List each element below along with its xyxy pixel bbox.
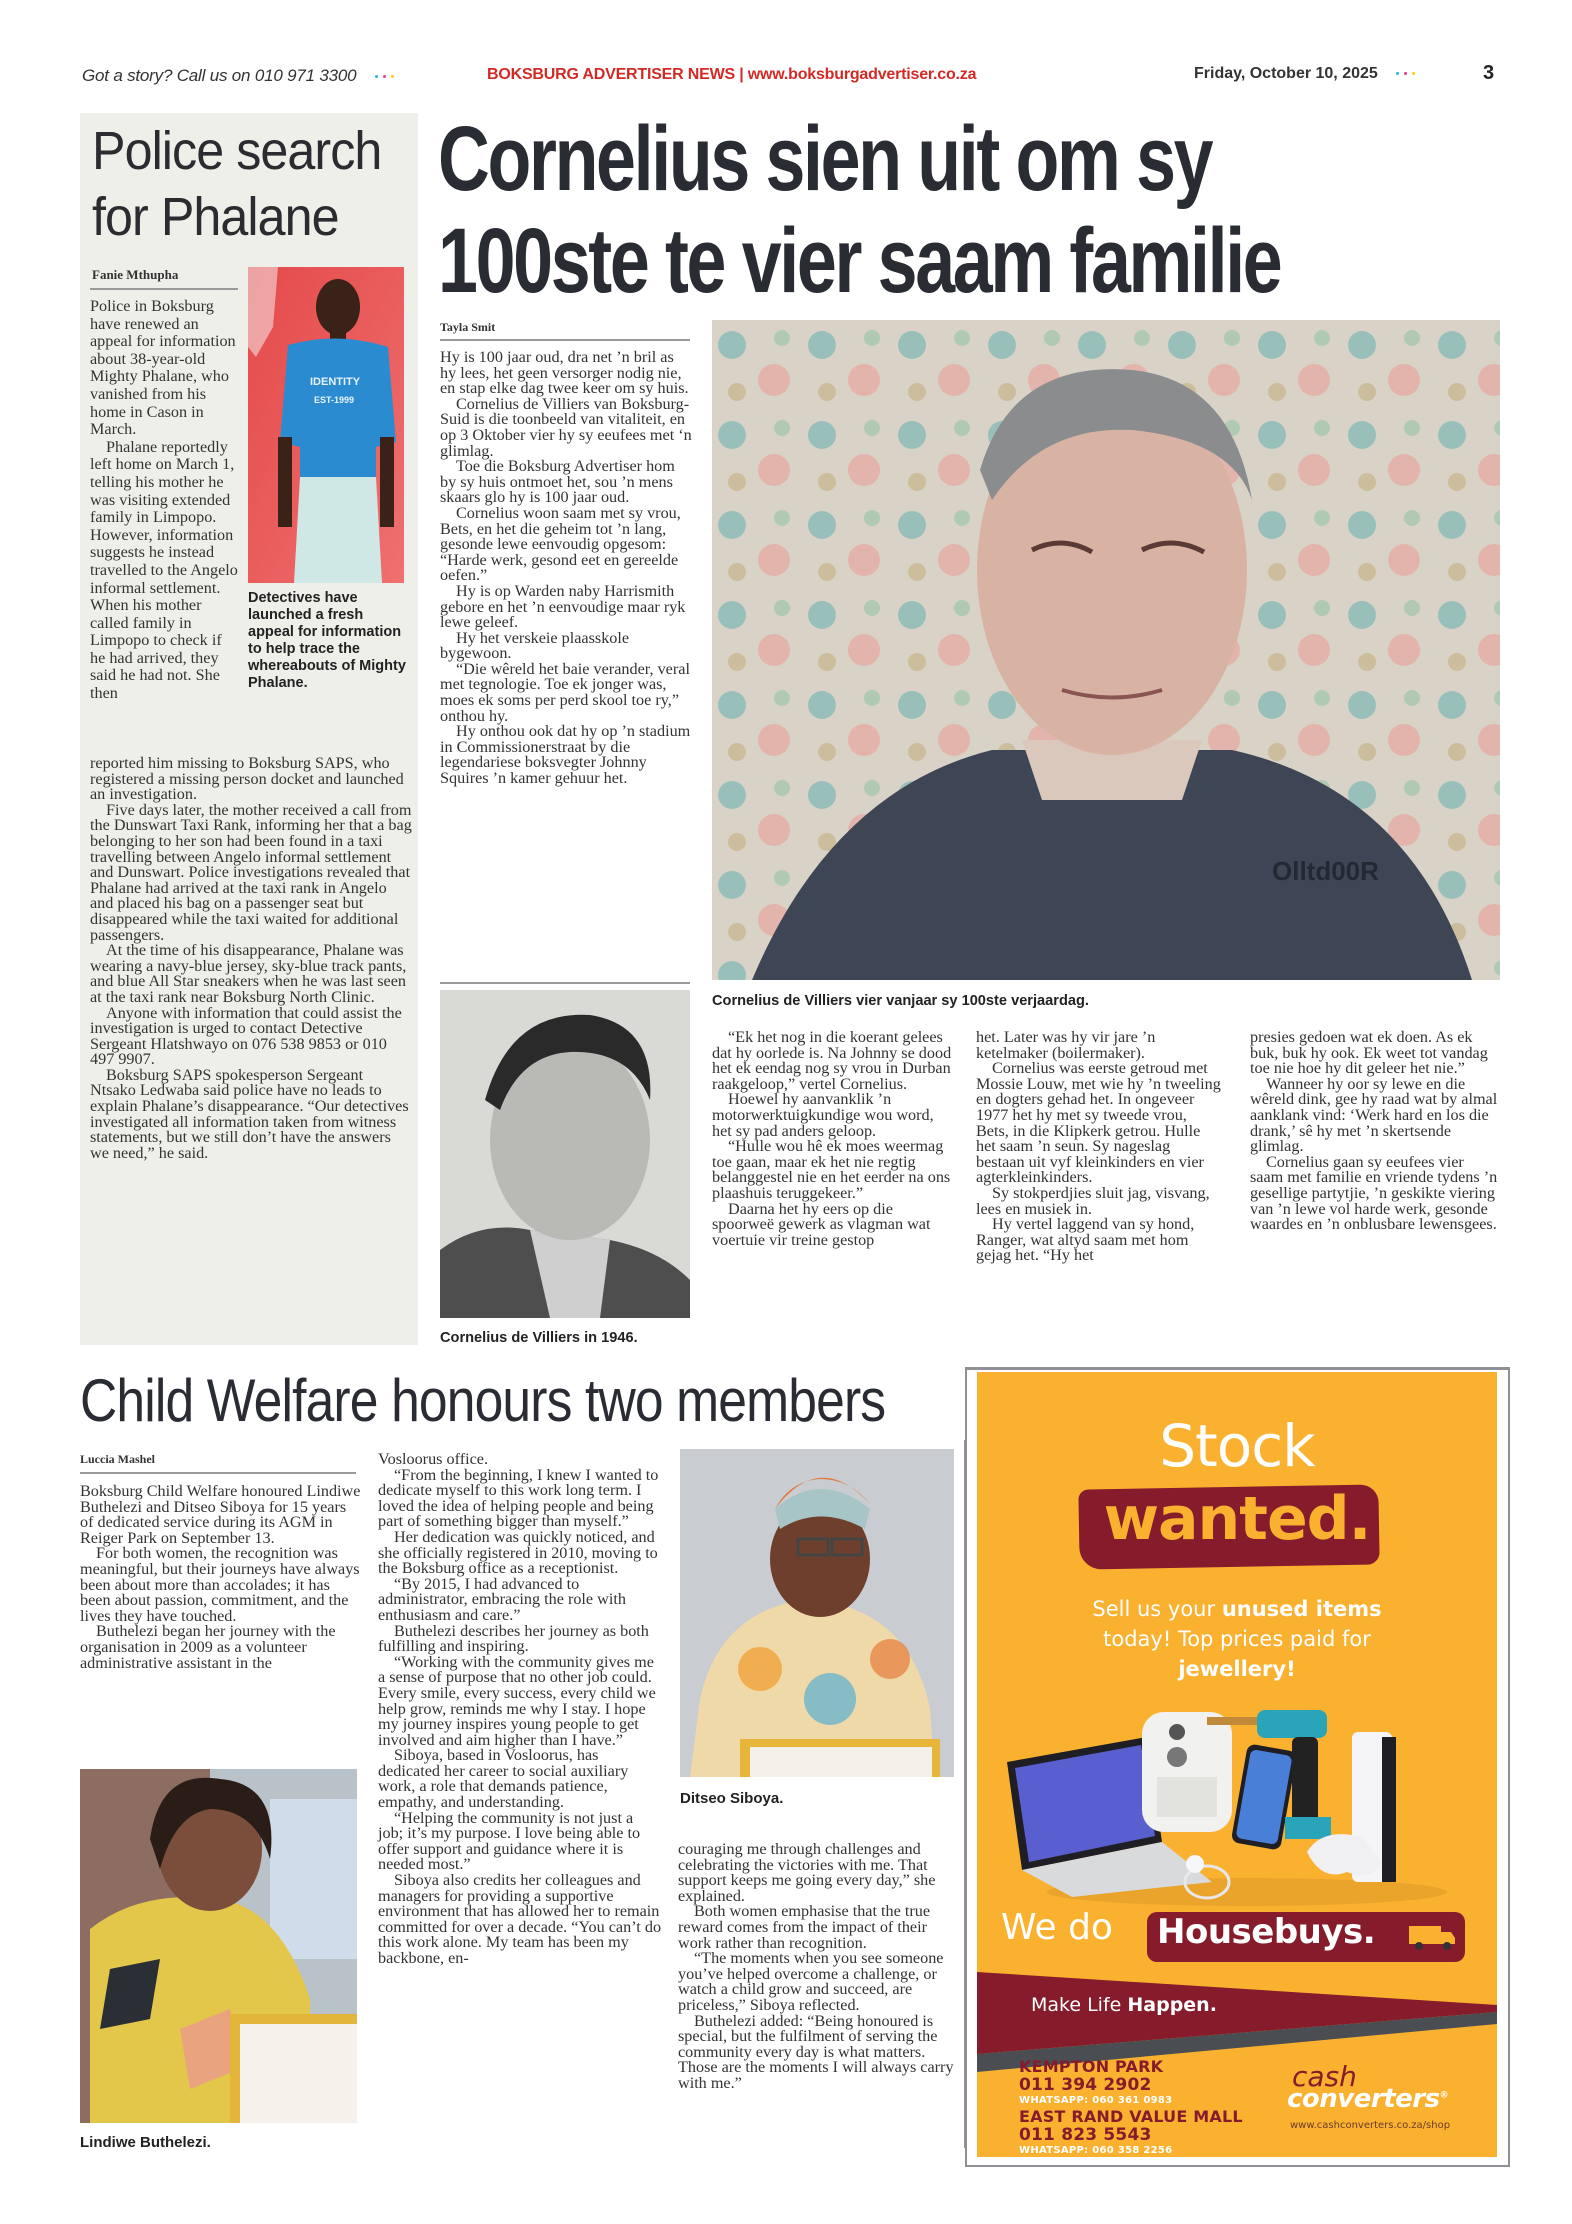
welfare-story-column-1: [80, 1484, 362, 1671]
phalane-photo-caption: Detectives have launched a fresh appeal for information to help trace the whereabouts of Mighty Phalane.: [248, 590, 406, 691]
location-name-kempton-park: KEMPTON PARK: [1019, 2057, 1164, 2076]
old-photo-caption: Cornelius de Villiers in 1946.: [440, 1330, 638, 1346]
main-photo-caption: Cornelius de Villiers vier vanjaar sy 100ste verjaardag.: [712, 993, 1089, 1009]
buthelezi-photo: [80, 1769, 357, 2123]
paragraph: “Working with the community gives me a sense of purpose that no other job could. Every smile, every success, every child we help grow, reminds me why I stay. I hope my journey inspires young people to get involved and aim higher than I have.”: [378, 1652, 656, 1749]
paragraph: At the time of his disappearance, Phalane was wearing a navy-blue jersey, sky-blue track pants, and blue All Star sneakers when he was last seen at the taxi rank near Boksburg North Clinic.: [90, 941, 407, 1006]
paragraph: Hoewel hy aanvanklik ’n motorwerktuigkundige wou word, het sy pad anders geloop.: [712, 1090, 934, 1140]
advert-tagline: Make Life Happen.: [1031, 1994, 1217, 2016]
paragraph: For both women, the recognition was meaningful, but their journeys have always been about more than accolades; it has been about passion, commitment, and the lives they have touched.: [80, 1544, 360, 1625]
page-number: 3: [1483, 62, 1495, 84]
cornelius-1946-photo: [440, 990, 690, 1318]
paragraph: Vosloorus office.: [378, 1450, 489, 1468]
paragraph: Both women emphasise that the true reward comes from the impact of their work rather than recognition.: [678, 1902, 931, 1952]
location-whatsapp-east-rand[interactable]: WHATSAPP: 060 358 2256: [1019, 2145, 1173, 2156]
police-story-body-wide: [90, 756, 412, 1161]
paragraph: reported him missing to Boksburg SAPS, who registered a missing person docket and launched an investigation.: [90, 754, 404, 804]
main-story-column-3: [976, 1030, 1221, 1264]
woman-with-certificate-photo-icon: [80, 1769, 357, 2123]
cornelius-main-photo: [712, 320, 1500, 980]
svg-text:IDENTITY: IDENTITY: [310, 376, 361, 388]
welfare-story-column-2: [378, 1452, 662, 1967]
registration-dots-icon: [375, 75, 394, 78]
main-story-column-1: [440, 350, 692, 787]
welfare-story-headline: Child Welfare honours two members: [80, 1367, 886, 1434]
paragraph: Wanneer hy oor sy lewe en die wêreld dink, gee hy raad wat by almal aanklank vind: ‘Werk hard en los die drank,’ sê hy met ’n skertsende glimlag.: [1250, 1074, 1498, 1156]
advert-wedo-text: We do: [1001, 1907, 1113, 1948]
paragraph: “From the beginning, I knew I wanted to dedicate myself to this work long term. I loved the idea of helping people and being part of something bigger than myself.”: [378, 1465, 659, 1531]
byline-divider: [90, 288, 238, 290]
cash-converters-logo-cash: cash: [1292, 2060, 1357, 2093]
paragraph: Cornelius de Villiers van Boksburg-Suid is die toonbeeld van vitaliteit, en op 3 Oktober vier hy sy eeufees met ‘n glimlag.: [440, 394, 692, 460]
phalane-photo: [248, 267, 404, 583]
paragraph: Buthelezi describes her journey as both fulfilling and inspiring.: [378, 1621, 649, 1656]
main-story-byline: Tayla Smit: [440, 320, 496, 334]
column-divider: [440, 982, 690, 984]
advert-products-image: [977, 1692, 1497, 1907]
registration-dots-icon: [1396, 72, 1415, 75]
vintage-portrait-icon: [440, 990, 690, 1318]
paragraph: “Die wêreld het baie verander, veral met tegnologie. Toe ek jonger was, moes ek soms per perd skool toe ry,” onthou hy.: [440, 659, 690, 725]
police-story-body-narrow: [90, 298, 240, 703]
paragraph: Buthelezi began her journey with the organisation in 2009 as a volunteer administrative assistant in the: [80, 1622, 336, 1672]
masthead: BOKSBURG ADVERTISER NEWS | www.boksburgadvertiser.co.za: [487, 66, 977, 83]
elderly-man-photo-icon: [712, 320, 1500, 980]
siboya-photo: [680, 1449, 954, 1777]
person-photo-icon: [248, 267, 404, 583]
paragraph: “The moments when you see someone you’ve helped overcome a challenge, or watch a child grow and succeed, are priceless,” Siboya reflected.: [678, 1949, 944, 2014]
location-whatsapp-kempton-park[interactable]: WHATSAPP: 060 361 0983: [1019, 2095, 1173, 2106]
masthead-website-link[interactable]: www.boksburgadvertiser.co.za: [747, 66, 977, 83]
advert-headline-stock: Stock: [1159, 1412, 1315, 1480]
air-fryer-icon: [1142, 1712, 1232, 1832]
main-story-headline: Cornelius sien uit om sy 100ste te vier saam familie: [438, 108, 1281, 312]
paragraph: Hy het verskeie plaasskole bygewoon.: [440, 628, 630, 663]
paragraph: Phalane reportedly left home on March 1, telling his mother he was visiting extended family in Limpopo. However, information suggests he instead travelled to the Angelo informal settlement. When his mother called family in Limpopo to check if he had arrived, they said he had not. She then: [90, 437, 238, 703]
main-story-column-4: [1250, 1030, 1500, 1233]
paragraph: “Helping the community is not just a job; it’s my purpose. I love being able to offer support and guidance where it is needed most.”: [378, 1808, 641, 1874]
advert-website-link[interactable]: www.cashconverters.co.za/shop: [1290, 2120, 1451, 2131]
location-name-east-rand: EAST RAND VALUE MALL: [1019, 2107, 1243, 2126]
paragraph: Hy is 100 jaar oud, dra net ’n bril as hy lees, het geen versorger nodig nie, en stap elke dag twee keer om sy huis.: [440, 348, 689, 398]
location-phone-kempton-park[interactable]: 011 394 2902: [1019, 2075, 1152, 2095]
paragraph: Five days later, the mother received a call from the Dunswart Taxi Rank, informing her that a bag belonging to her son had been found in a taxi travelling between Angelo informal settlement and Dunswart. Police investigations revealed that Phalane had arrived at the taxi rank in Angelo and placed his bag on a passenger seat but disappeared while the taxi waited for additional passengers.: [90, 800, 412, 944]
paragraph: Police in Boksburg have renewed an appeal for information about 38-year-old Mighty Phalane, who vanished from his home in Cason in March.: [90, 297, 236, 439]
paragraph: Buthelezi added: “Being honoured is special, but the fulfilment of serving the community every day is what matters. Those are the moments I will always carry with me.”: [678, 2011, 954, 2092]
byline-divider: [440, 339, 690, 341]
paragraph: “By 2015, I had advanced to administrator, embracing the role with enthusiasm and care.”: [378, 1574, 626, 1624]
cash-converters-logo-converters: converters®: [1287, 2084, 1449, 2114]
paragraph: Her dedication was quickly noticed, and she officially registered in 2010, moving to the Boksburg office as a receptionist.: [378, 1527, 658, 1578]
game-console-icon: [1307, 1732, 1396, 1882]
svg-text:Olltd00R: Olltd00R: [1272, 856, 1379, 886]
advert-sell-copy: Sell us your unused items today! Top prices paid for jewellery!: [1092, 1597, 1382, 1681]
paragraph: Siboya, based in Vosloorus, has dedicated her career to social auxiliary work, a role that demands patience, empathy, and understanding.: [378, 1746, 629, 1812]
paragraph: Hy vertel laggend van sy hond, Ranger, wat altyd saam met hom gejag het. “Hy het: [976, 1215, 1195, 1265]
paragraph: Cornelius gaan sy eeufees vier saam met familie en vriende tydens ’n gesellige partytjie, ’n geskikte viering van ’n lewe vol harde werk, gesonde waardes en ’n onblusbare lewensgees.: [1250, 1152, 1498, 1234]
advert-headline-wanted: wanted.: [1103, 1484, 1371, 1554]
paragraph: Hy onthou ook dat hy op ’n stadium in Commissionerstraat by die legendariese boksvegter Johnny Squires ’n kamer gehuur het.: [440, 722, 691, 788]
paragraph: presies gedoen wat ek doen. As ek buk, buk hy ook. Ek weet tot vandag toe nie hoe hy dit geleer het nie.”: [1250, 1028, 1488, 1078]
paragraph: Cornelius was eerste getroud met Mossie Louw, met wie hy ’n tweeling en dogters gehad het. In ongeveer 1977 het hy met sy tweede vrou, Bets, in die Klipkerk getrou. Hulle het saam ’n seun. Sy nageslag bestaan uit vyf kleinkinders en vier agterkleinkinders.: [976, 1059, 1221, 1187]
paragraph: Toe die Boksburg Advertiser hom by sy huis ontmoet het, sou ’n mens skaars glo hy is 100 jaar oud.: [440, 457, 675, 507]
paragraph: Boksburg SAPS spokesperson Sergeant Ntsako Ledwaba said police have no leads to explain Phalane’s disappearance. “Our detectives investigated all information taken from witness statements, but we still don’t have the answers we need,” he said.: [90, 1065, 409, 1162]
location-phone-east-rand[interactable]: 011 823 5543: [1019, 2125, 1152, 2145]
paragraph: Boksburg Child Welfare honoured Lindiwe Buthelezi and Ditseo Siboya for 15 years of dedicated service during its AGM in Reiger Park on September 13.: [80, 1482, 361, 1547]
paragraph: Sy stokperdjies sluit jag, visvang, lees en musiek in.: [976, 1183, 1210, 1218]
paragraph: Hy is op Warden naby Harrismith gebore en het ’n eenvoudige maar ryk lewe geleef.: [440, 581, 686, 632]
svg-text:EST-1999: EST-1999: [314, 395, 355, 405]
delivery-truck-icon: [1407, 1922, 1457, 1952]
paragraph: “Hulle wou hê ek moes weermag toe gaan, maar ek het nie regtig belanggestel nie en het eerder na ons plaashuis teruggekeer.”: [712, 1137, 951, 1202]
police-story-headline: Police search for Phalane: [92, 121, 382, 247]
paragraph: Anyone with information that could assist the investigation is urged to contact Detective Sergeant Hlatshwayo on 076 538 9853 or 010 497 9907.: [90, 1003, 402, 1069]
paragraph: Siboya also credits her colleagues and managers for providing a supportive environment that has allowed her to remain committed for over a decade. “You can’t do this work alone. My team has been my backbone, en-: [378, 1871, 662, 1967]
advert-housebuys-text: Housebuys.: [1157, 1912, 1376, 1952]
paragraph: Daarna het hy eers op die spoorweë gewerk as vlagman wat voertuie vir treine gestop: [712, 1199, 931, 1249]
cash-converters-advert[interactable]: [977, 1372, 1497, 2157]
woman-with-certificate-photo-icon: [680, 1449, 954, 1777]
paragraph: couraging me through challenges and celebrating the victories with me. That support keeps me going every day,” she explained.: [678, 1840, 936, 1905]
paragraph: het. Later was hy vir jare ’n ketelmaker (boilermaker).: [976, 1028, 1156, 1062]
welfare-story-column-3: [678, 1842, 962, 2092]
police-story-byline: Fanie Mthupha: [92, 267, 179, 282]
siboya-photo-caption: Ditseo Siboya.: [680, 1790, 784, 1807]
paragraph: Cornelius woon saam met sy vrou, Bets, en het die geheim tot ’n lang, gesonde lewe eenvoudig opgesom: “Harde werk, gesond eet en gereelde oefen.”: [440, 503, 681, 585]
main-story-column-2: [712, 1030, 952, 1248]
buthelezi-photo-caption: Lindiwe Buthelezi.: [80, 2134, 211, 2151]
story-tip-line: Got a story? Call us on 010 971 3300: [82, 66, 394, 86]
paragraph: “Ek het nog in die koerant gelees dat hy oorlede is. Na Johnny se dood het ek eendag nog sy vrou in Durban raakgeloop,” vertel Cornelius.: [712, 1028, 952, 1093]
issue-date: Friday, October 10, 2025: [1194, 65, 1415, 83]
byline-divider: [80, 1472, 356, 1474]
welfare-story-byline: Luccia Mashel: [80, 1452, 155, 1466]
